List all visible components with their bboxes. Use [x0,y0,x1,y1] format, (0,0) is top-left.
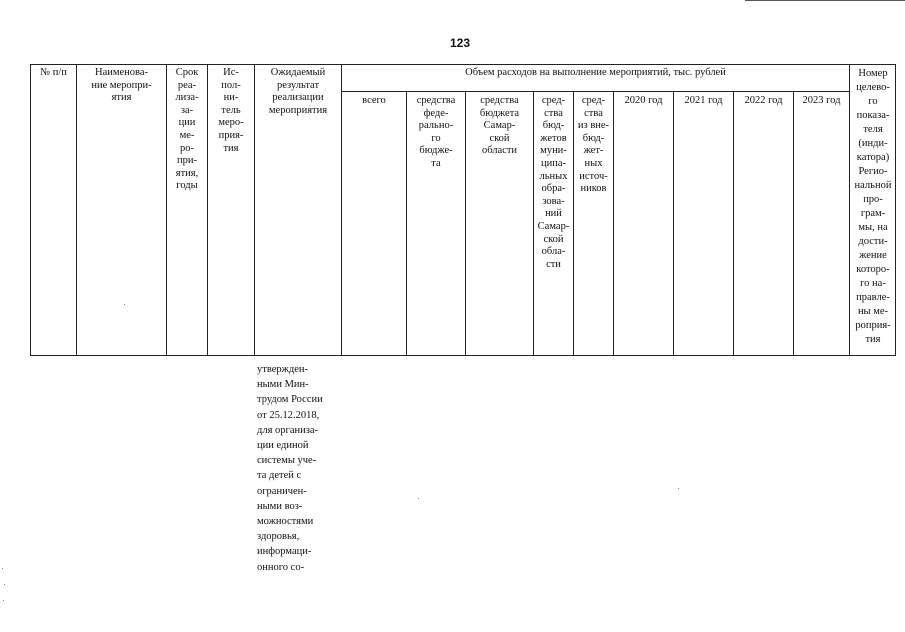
col-divider [341,65,342,355]
subheader-total: всего [362,95,386,106]
top-edge-rule [745,0,905,1]
header-expected-result: Ожидаемый результат реализации мероприятия [268,67,328,116]
header-executor: Ис- пол- ни- тель меро- прия- тия [218,67,244,154]
scan-speck [678,488,679,489]
subheader-regional: средства бюджета Самар- ской области [479,95,520,157]
subheader-rule [341,91,850,92]
subheader-municipal: сред- ства бюд- жетов муни- ципа- льных обра- зова- ний Самар- ской обла- сти [537,95,570,270]
header-expenses: Объем расходов на выполнение мероприятий, тыс. рублей [465,67,726,78]
col-divider [76,65,77,355]
subcol-divider [613,91,614,355]
scan-speck [2,568,3,569]
continuation-text: утвержден- ными Мин- трудом России от 25.12.2018, для организа- ции единой системы уче- та детей с ограничен- ными воз- можностями здоровья, информаци- онного со- [257,364,323,573]
subheader-2020: 2020 год [624,95,663,106]
scan-speck [418,498,419,499]
subheader-2021: 2021 год [684,95,723,106]
subcol-divider [793,91,794,355]
header-num: № п/п [40,67,67,78]
subheader-2022: 2022 год [744,95,783,106]
header-term: Срок реа- лиза- за- ции ме- ро- при- ятия, годы [175,67,199,192]
scan-speck [124,304,125,305]
subcol-divider [673,91,674,355]
table-header [30,64,896,356]
header-indicator: Номер целево- го показа- теля (инди- катора) Регио- нальной про- грам- мы, на дости- жение которо- го на- правле- ны ме- роприя- тия [854,68,892,345]
subheader-2023: 2023 год [802,95,841,106]
header-name: Наименова- ние меропри- ятия [91,67,152,104]
scan-speck [4,584,5,585]
page-number: 123 [449,36,471,50]
scan-speck [3,600,4,601]
subheader-extrabudget: сред- ства из вне- бюд- жет- ных источ- ников [577,95,610,195]
subcol-divider [733,91,734,355]
subheader-federal: средства феде- рально- го бюдже- та [416,95,456,169]
